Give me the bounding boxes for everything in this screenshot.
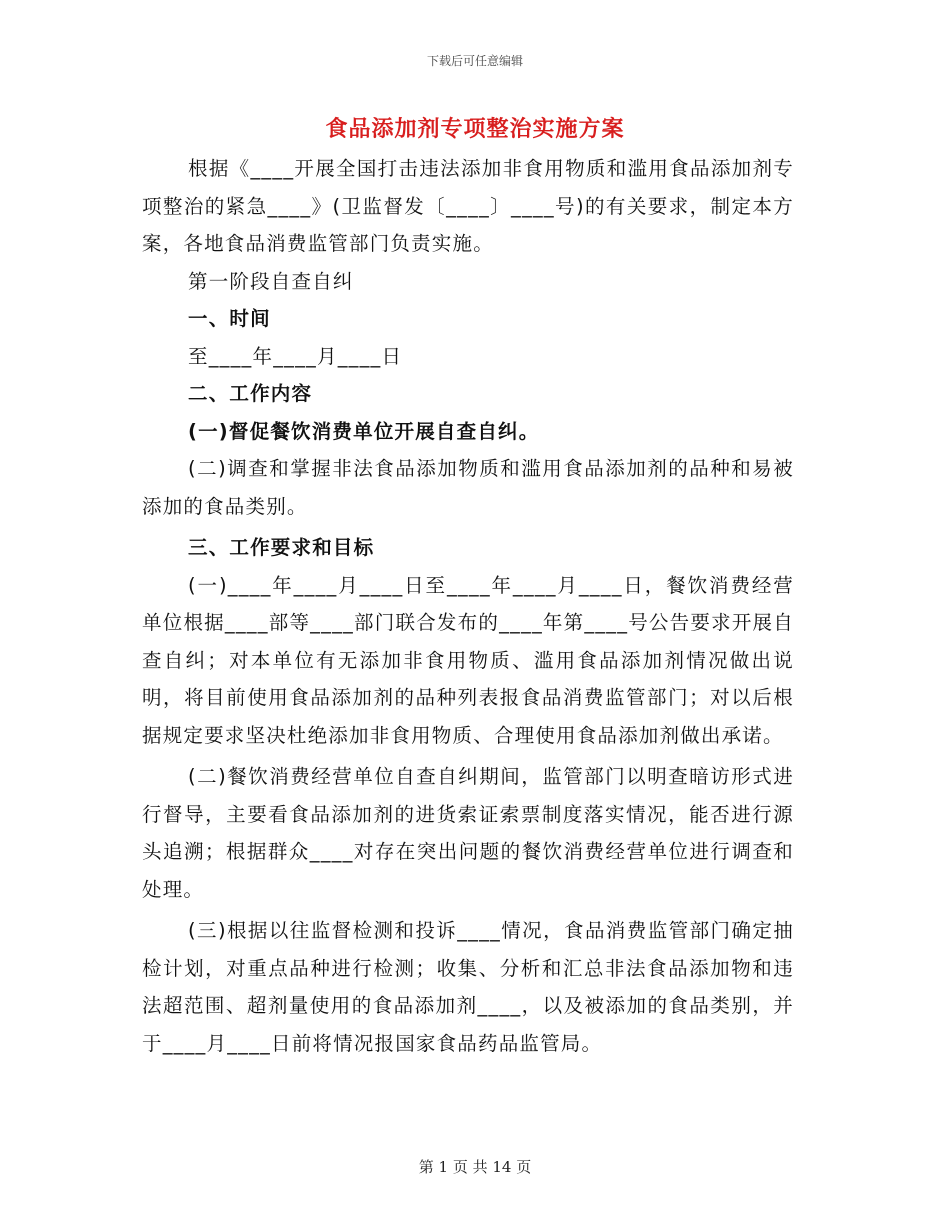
document-title: 食品添加剂专项整治实施方案 bbox=[325, 117, 625, 142]
content-item-2: (二)调查和掌握非法食品添加物质和滥用食品添加剂的品种和易被添加的食品类别。 bbox=[142, 457, 794, 518]
time-paragraph: 至____年____月____日 bbox=[188, 344, 403, 368]
section-heading-time: 一、时间 bbox=[188, 307, 271, 330]
section-heading-content: 二、工作内容 bbox=[188, 382, 313, 405]
page-number: 第 1 页 共 14 页 bbox=[418, 1158, 532, 1176]
requirement-item-1: (一)____年____月____日至____年____月____日，餐饮消费经营单位根据____部等____部门联合发布的____年第____号公告要求开展自查自纠；对本单位有无添加非食用物质、滥用食品添加剂情况做出说明，将目前使用食品添加剂的品种列表报食品消费监管部门；对以后根据规定要求坚决杜绝添加非食用物质、合理使用食品添加剂做出承诺。 bbox=[142, 573, 794, 747]
header-note: 下载后可任意编辑 bbox=[426, 54, 523, 68]
document-body bbox=[142, 150, 794, 1062]
section-heading-requirements: 三、工作要求和目标 bbox=[188, 536, 375, 559]
requirement-item-2: (二)餐饮消费经营单位自查自纠期间，监管部门以明查暗访形式进行督导，主要看食品添加剂的进货索证索票制度落实情况，能否进行源头追溯；根据群众____对存在突出问题的餐饮消费经营单位进行调查和处理。 bbox=[142, 765, 794, 901]
intro-paragraph: 根据《____开展全国打击违法添加非食用物质和滥用食品添加剂专项整治的紧急____》(卫监督发〔____〕____号)的有关要求，制定本方案，各地食品消费监管部门负责实施。 bbox=[142, 157, 794, 255]
content-item-1: (一)督促餐饮消费单位开展自查自纠。 bbox=[188, 419, 540, 443]
phase-heading: 第一阶段自查自纠 bbox=[188, 269, 354, 293]
requirement-item-3: (三)根据以往监督检测和投诉____情况，食品消费监管部门确定抽检计划，对重点品种进行检测；收集、分析和汇总非法食品添加物和违法超范围、超剂量使用的食品添加剂____，以及被添加的食品类别，并于____月____日前将情况报国家食品药品监管局。 bbox=[142, 919, 794, 1055]
